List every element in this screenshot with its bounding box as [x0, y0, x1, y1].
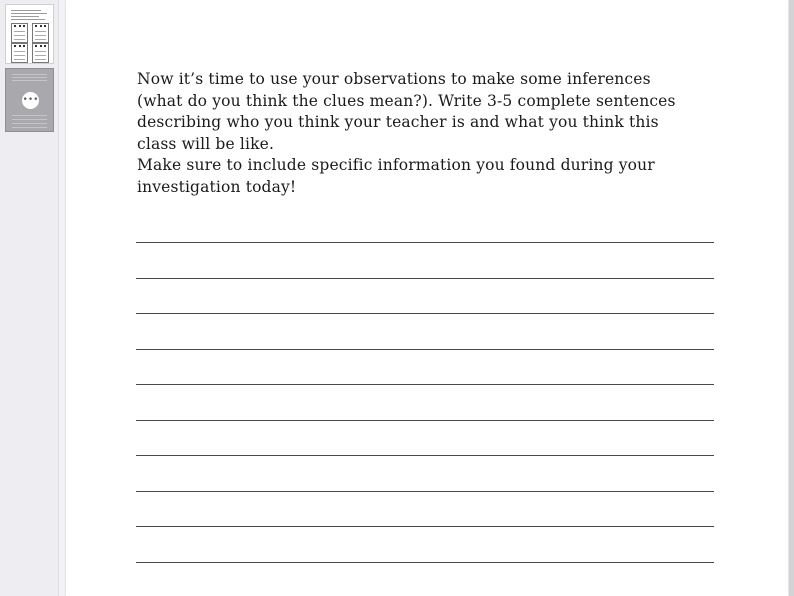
thumb-text-line — [11, 13, 47, 14]
thumb-text-line — [12, 80, 47, 81]
thumb-text-line — [12, 77, 47, 78]
document-page — [66, 0, 788, 596]
thumb-notebook-box — [32, 23, 49, 43]
thumb-notebook-box — [11, 23, 28, 43]
prompt-line: Now it’s time to use your observations to make some inferences — [137, 70, 651, 88]
page-2-thumbnail[interactable] — [5, 68, 54, 132]
prompt-line: Make sure to include specific information you found during your — [137, 156, 655, 174]
answer-writing-line — [136, 420, 714, 421]
prompt-line: investigation today! — [137, 177, 297, 196]
prompt-line: (what do you think the clues mean?). Write 3-5 complete sentences — [137, 91, 676, 110]
more-options-button[interactable] — [22, 92, 39, 109]
thumb-answer-line — [12, 123, 47, 124]
writing-prompt — [137, 69, 727, 198]
answer-writing-line — [136, 242, 714, 243]
thumb-notebook-box — [32, 43, 49, 63]
thumb-text-line — [11, 16, 39, 17]
thumb-text-line — [11, 19, 45, 20]
scroll-gutter — [789, 0, 794, 596]
thumb-answer-line — [12, 119, 47, 120]
answer-writing-line — [136, 491, 714, 492]
answer-writing-line — [136, 313, 714, 314]
prompt-line: class will be like. — [137, 134, 275, 153]
thumb-notebook-box — [11, 43, 28, 63]
thumb-text-line — [12, 74, 47, 75]
answer-writing-line — [136, 526, 714, 527]
prompt-line: describing who you think your teacher is and what you think this — [137, 113, 659, 131]
answer-writing-line — [136, 455, 714, 456]
thumb-text-line — [11, 10, 41, 11]
page-1-thumbnail[interactable] — [5, 4, 54, 64]
thumb-answer-line — [12, 127, 47, 128]
answer-writing-line — [136, 384, 714, 385]
answer-writing-line — [136, 349, 714, 350]
ellipsis-icon: ••• — [22, 95, 39, 105]
answer-writing-line — [136, 278, 714, 279]
page-thumbnail-sidebar — [0, 0, 59, 596]
thumb-answer-line — [12, 115, 47, 116]
answer-writing-line — [136, 562, 714, 563]
